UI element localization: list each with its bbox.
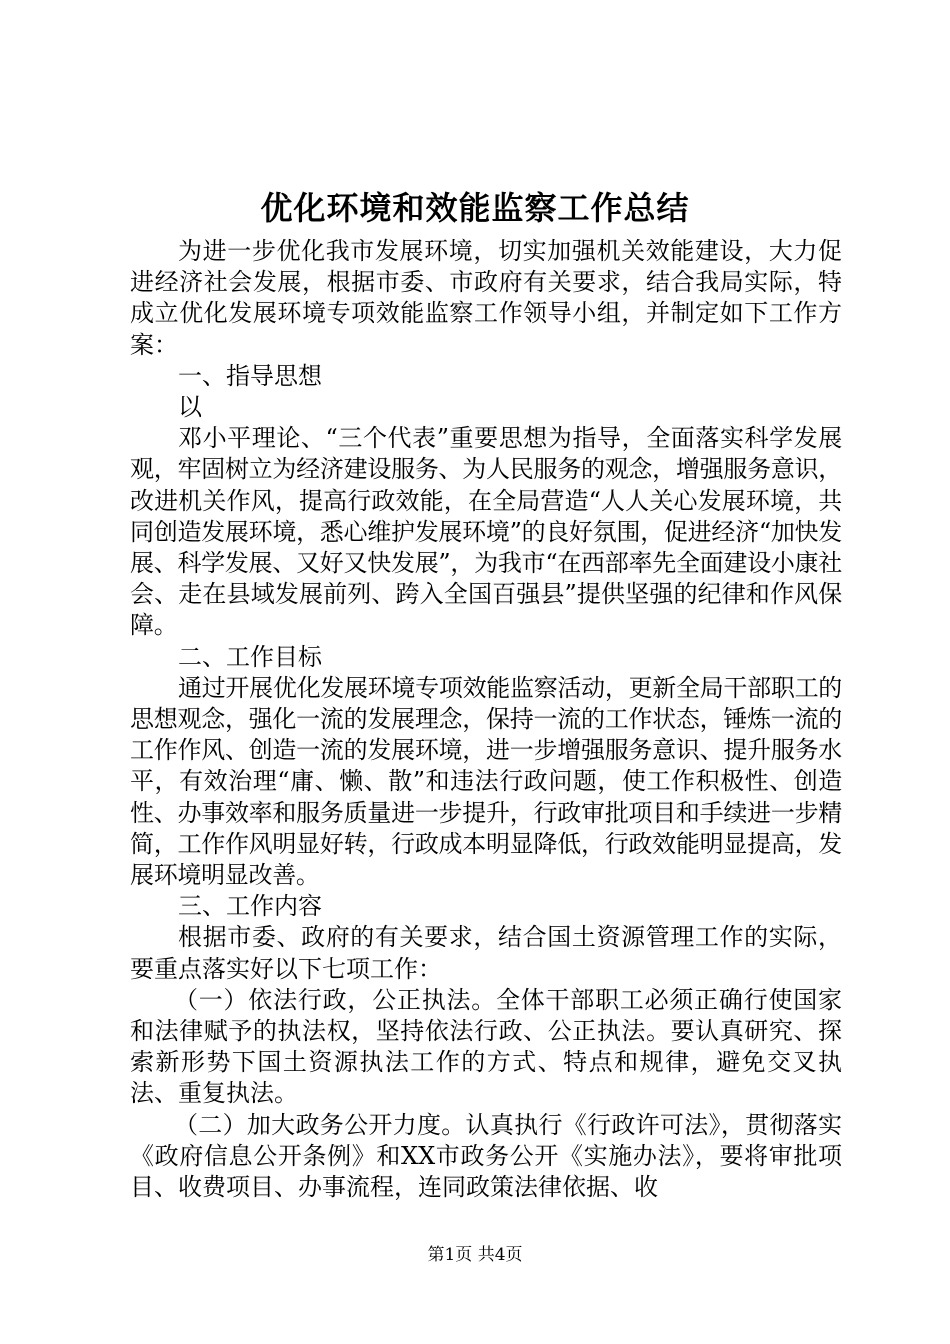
intro-paragraph: 为进一步优化我市发展环境，切实加强机关效能建设，大力促进经济社会发展，根据市委、市政府有关要求，结合我局实际，特成立优化发展环境专项效能监察工作领导小组，并制定如下工作方案：: [130, 237, 842, 359]
paragraph-fragment: 以: [178, 393, 202, 422]
work-item-1-paragraph: （一）依法行政，公正执法。全体干部职工必须正确行使国家和法律赋予的执法权，坚持依法行政、公正执法。要认真研究、探索新形势下国土资源执法工作的方式、特点和规律，避免交叉执法、重复执法。: [130, 985, 842, 1108]
section-heading-work-goals: 二、工作目标: [178, 642, 322, 671]
section-heading-work-content: 三、工作内容: [178, 892, 322, 921]
document-title: 优化环境和效能监察工作总结: [260, 189, 690, 227]
work-item-2-paragraph: （二）加大政务公开力度。认真执行《行政许可法》，贯彻落实《政府信息公开条例》和XX市政务公开《实施办法》，要将审批项目、收费项目、办事流程，连同政策法律依据、收: [130, 1110, 842, 1202]
work-goals-paragraph: 通过开展优化发展环境专项效能监察活动，更新全局干部职工的思想观念，强化一流的发展理念，保持一流的工作状态，锤炼一流的工作作风、创造一流的发展环境，进一步增强服务意识、提升服务水平，有效治理“庸、懒、散”和违法行政问题，使工作积极性、创造性、办事效率和服务质量进一步提升，行政审批项目和手续进一步精简，工作作风明显好转，行政成本明显降低，行政效能明显提高，发展环境明显改善。: [130, 673, 842, 890]
document-body: [130, 236, 842, 1203]
page-number-footer: 第1页 共4页: [427, 1245, 523, 1265]
work-content-intro-paragraph: 根据市委、政府的有关要求，结合国土资源管理工作的实际，要重点落实好以下七项工作：: [130, 923, 842, 983]
section-heading-guiding-thought: 一、指导思想: [178, 361, 322, 390]
guiding-thought-paragraph: 邓小平理论、“三个代表”重要思想为指导，全面落实科学发展观，牢固树立为经济建设服务、为人民服务的观念，增强服务意识，改进机关作风，提高行政效能，在全局营造“人人关心发展环境，共同创造发展环境，悉心维护发展环境”的良好氛围，促进经济“加快发展、科学发展、又好又快发展”，为我市“在西部率先全面建设小康社会、走在县域发展前列、跨入全国百强县”提供坚强的纪律和作风保障。: [130, 424, 842, 640]
